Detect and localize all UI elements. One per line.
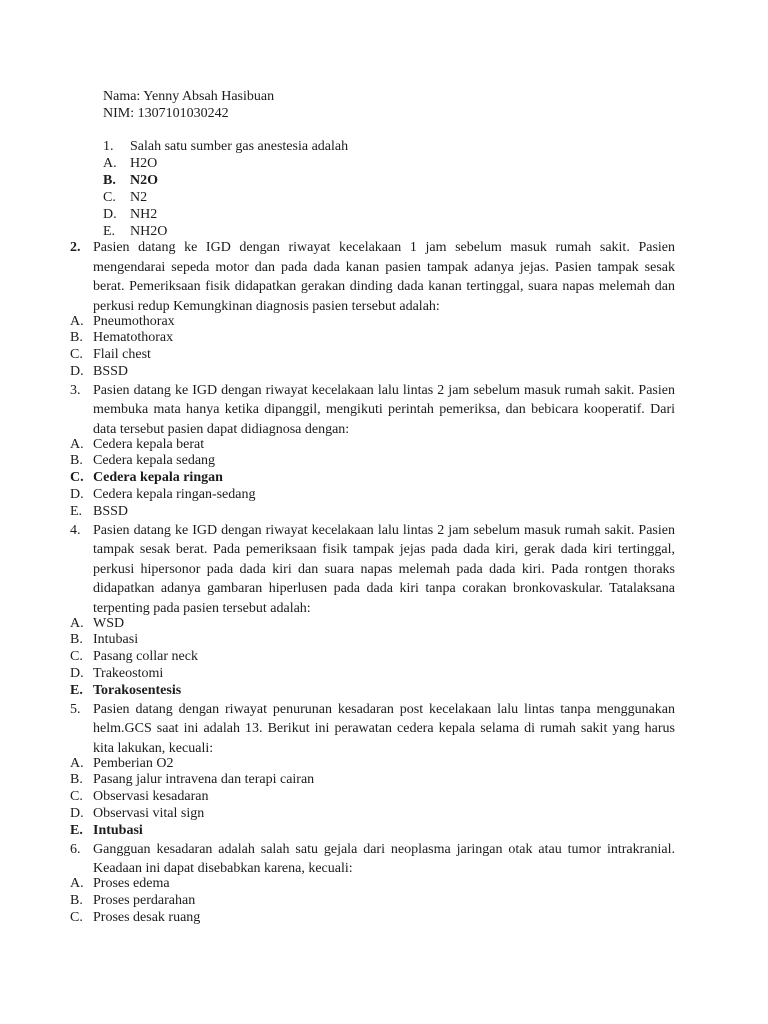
option-text: Proses edema bbox=[93, 876, 170, 892]
option-text: Proses desak ruang bbox=[93, 909, 201, 925]
option-text: Observasi vital sign bbox=[93, 806, 205, 822]
option-text: Observasi kesadaran bbox=[93, 789, 209, 805]
option-text: Proses perdarahan bbox=[93, 892, 196, 908]
option-letter: E. bbox=[70, 822, 83, 838]
option-letter: C. bbox=[103, 190, 116, 205]
option-letter: E. bbox=[103, 224, 116, 239]
option-letter: A. bbox=[70, 615, 84, 631]
question-5 bbox=[70, 700, 675, 759]
option-text: NH2O bbox=[130, 224, 168, 239]
question-6 bbox=[70, 840, 675, 879]
question-number: 1. bbox=[103, 139, 114, 154]
option bbox=[70, 330, 675, 347]
option-letter: A. bbox=[70, 436, 84, 452]
option-text: WSD bbox=[93, 615, 125, 631]
option-text-answer: N2O bbox=[130, 173, 158, 188]
option-text: Pasang jalur intravena dan terapi cairan bbox=[93, 772, 315, 788]
option-letter: A. bbox=[103, 156, 117, 171]
option-text: N2 bbox=[130, 190, 148, 205]
option-text: NH2 bbox=[130, 207, 158, 222]
option-text: Cedera kepala sedang bbox=[93, 453, 216, 469]
option-letter: B. bbox=[70, 330, 83, 346]
option-text: Pemberian O2 bbox=[93, 755, 174, 771]
option-text: Hematothorax bbox=[93, 330, 174, 346]
option-letter: C. bbox=[70, 470, 84, 486]
question-text: Salah satu sumber gas anestesia adalah bbox=[130, 139, 349, 154]
option bbox=[70, 347, 675, 364]
option-letter: E. bbox=[70, 503, 83, 519]
option-letter: D. bbox=[103, 207, 117, 222]
option-letter: D. bbox=[70, 487, 84, 503]
option-letter: D. bbox=[70, 806, 84, 822]
option-text: H2O bbox=[130, 156, 158, 171]
option-text: Pasang collar neck bbox=[93, 649, 198, 665]
option bbox=[70, 632, 675, 649]
option bbox=[70, 487, 675, 504]
option-letter: A. bbox=[70, 876, 84, 892]
option-letter: A. bbox=[70, 755, 84, 771]
question-2 bbox=[70, 238, 675, 316]
question-text: Pasien datang dengan riwayat penurunan kesadaran post kecelakaan lalu lintas tanpa menggunakan helm.GCS saat ini adalah 13. Berikut ini perawatan cedera kepala selama di rumah sakit yang harus kita lakukan, kecuali: bbox=[93, 701, 675, 756]
option bbox=[70, 437, 675, 454]
student-header bbox=[103, 88, 274, 122]
option-letter: C. bbox=[70, 909, 83, 925]
option-text: Cedera kepala ringan-sedang bbox=[93, 487, 256, 503]
question-1 bbox=[103, 138, 403, 240]
option-letter: A. bbox=[70, 313, 84, 329]
option-letter: B. bbox=[70, 772, 83, 788]
option bbox=[70, 616, 675, 633]
option-text: Pneumothorax bbox=[93, 313, 175, 329]
option bbox=[70, 876, 675, 893]
option-answer bbox=[70, 683, 675, 700]
option-answer bbox=[70, 470, 675, 487]
question-number: 3. bbox=[70, 382, 81, 398]
option bbox=[70, 772, 675, 789]
option-letter: D. bbox=[70, 363, 84, 379]
option-letter: B. bbox=[103, 173, 116, 188]
option-letter: B. bbox=[70, 892, 83, 908]
question-text: Gangguan kesadaran adalah salah satu gejala dari neoplasma jaringan otak atau tumor intrakranial. Keadaan ini dapat disebabkan karena, kecuali: bbox=[93, 841, 675, 877]
option-letter: B. bbox=[70, 632, 83, 648]
option-text: Cedera kepala berat bbox=[93, 436, 205, 452]
option bbox=[70, 649, 675, 666]
option bbox=[70, 910, 675, 927]
option-letter: C. bbox=[70, 347, 83, 363]
question-number: 4. bbox=[70, 522, 81, 538]
student-nim: NIM: 1307101030242 bbox=[103, 106, 229, 121]
option bbox=[70, 504, 675, 521]
option-text: BSSD bbox=[93, 363, 129, 379]
option bbox=[70, 806, 675, 823]
question-number: 5. bbox=[70, 701, 81, 717]
option-text: Trakeostomi bbox=[93, 666, 164, 682]
question-3 bbox=[70, 381, 675, 440]
student-name: Nama: Yenny Absah Hasibuan bbox=[103, 89, 275, 104]
option-letter: E. bbox=[70, 682, 83, 698]
question-text: Pasien datang ke IGD dengan riwayat kecelakaan lalu lintas 2 jam sebelum masuk rumah sakit. Pasien membuka mata hanya ketika dipanggil, mengikuti perintah pemeriksa, dan bebicara kooperatif. Dari data tersebut pasien dapat didiagnosa dengan: bbox=[93, 382, 675, 437]
option-text: BSSD bbox=[93, 503, 129, 519]
option-letter: C. bbox=[70, 789, 83, 805]
option-letter: B. bbox=[70, 453, 83, 469]
option-text: Torakosentesis bbox=[93, 682, 182, 698]
option bbox=[70, 893, 675, 910]
question-text: Pasien datang ke IGD dengan riwayat kecelakaan lalu lintas 2 jam sebelum masuk rumah sakit. Pasien tampak sesak berat. Pada pemeriksaan fisik tampak jejas pada dada kiri, gerak dada kiri tertinggal, perkusi hipersonor pada dada kiri dan suara napas melemah pada dada kiri. Pada rontgen thoraks didapatkan adanya gambaran hiperlusen pada dada kiri tanpa corakan bronkovaskular. Tatalaksana terpenting pada pasien tersebut adalah: bbox=[93, 522, 675, 616]
option-answer bbox=[70, 823, 675, 840]
option bbox=[70, 789, 675, 806]
questions-main bbox=[70, 238, 675, 927]
option-text: Flail chest bbox=[93, 347, 151, 363]
option-letter: D. bbox=[70, 666, 84, 682]
option bbox=[70, 756, 675, 773]
question-text: Pasien datang ke IGD dengan riwayat kecelakaan 1 jam sebelum masuk rumah sakit. Pasien mengendarai sepeda motor dan pada dada kanan pasien tampak adanya jejas. Pasien tampak sesak berat. Pemeriksaan fisik didapatkan gerakan dinding dada kanan tertinggal, suara napas melemah dan perkusi redup Kemungkinan diagnosis pasien tersebut adalah: bbox=[93, 240, 675, 314]
option-text: Cedera kepala ringan bbox=[93, 470, 223, 486]
option bbox=[70, 666, 675, 683]
option-letter: C. bbox=[70, 649, 83, 665]
question-number: 2. bbox=[70, 240, 81, 255]
option bbox=[70, 364, 675, 381]
option-text: Intubasi bbox=[93, 632, 139, 648]
option bbox=[70, 314, 675, 331]
question-number: 6. bbox=[70, 841, 81, 857]
option-text: Intubasi bbox=[93, 822, 143, 838]
question-4 bbox=[70, 521, 675, 619]
option bbox=[70, 453, 675, 470]
